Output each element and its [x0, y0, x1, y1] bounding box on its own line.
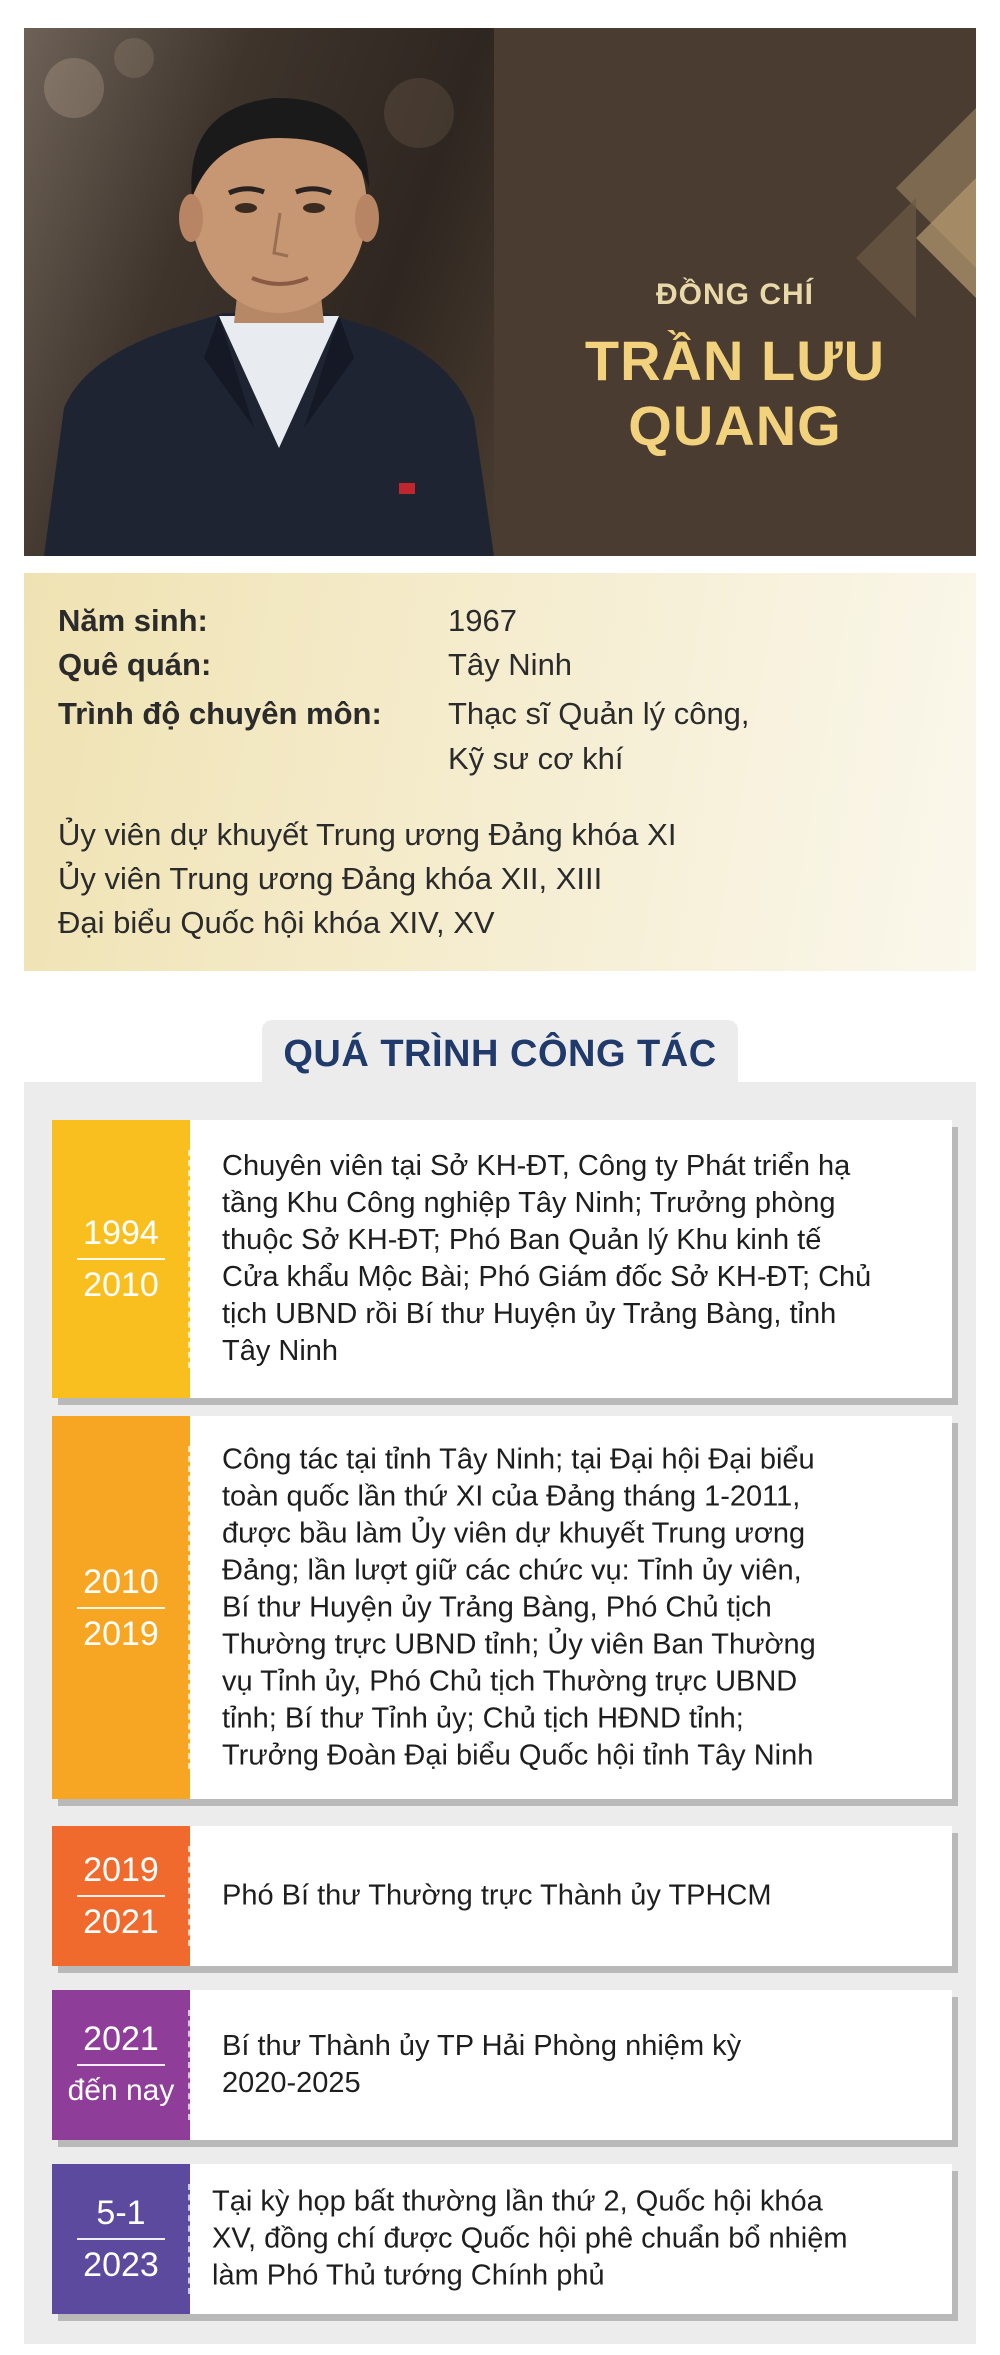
dashed-divider: [188, 1846, 190, 1946]
year-end: 2019: [83, 1614, 159, 1653]
timeline-description: [212, 2184, 926, 2295]
position-line: Ủy viên dự khuyết Trung ương Đảng khóa XI: [58, 817, 677, 852]
year-start: 5-1: [96, 2194, 146, 2232]
decorative-triangles: [856, 108, 976, 348]
desc-line: Bí thư Thành ủy TP Hải Phòng nhiệm kỳ: [222, 2030, 742, 2062]
timeline-year-block: [52, 1990, 190, 2140]
desc-line: Trưởng Đoàn Đại biểu Quốc hội tỉnh Tây Ninh: [222, 1739, 814, 1771]
desc-line: được bầu làm Ủy viên dự khuyết Trung ương: [222, 1517, 806, 1549]
desc-line: Tại kỳ họp bất thường lần thứ 2, Quốc hội khóa: [212, 2185, 823, 2218]
person-name: TRẦN LƯU QUANG: [584, 329, 886, 457]
year-divider: [77, 2064, 165, 2066]
desc-line: làm Phó Thủ tướng Chính phủ: [212, 2259, 605, 2292]
desc-line: toàn quốc lần thứ XI của Đảng tháng 1-2011,: [222, 1480, 801, 1512]
year-divider: [77, 1895, 165, 1897]
desc-line: thuộc Sở KH-ĐT; Phó Ban Quản lý Khu kinh tế: [222, 1224, 822, 1256]
timeline-description: [222, 1441, 926, 1774]
profile-info-panel: [24, 573, 976, 971]
desc-line: Bí thư Huyện ủy Trảng Bàng, Phó Chủ tịch: [222, 1591, 772, 1623]
timeline-description: [222, 2028, 926, 2102]
desc-line: tỉnh; Bí thư Tỉnh ủy; Chủ tịch HĐND tỉnh;: [222, 1702, 744, 1734]
year-divider: [77, 1607, 165, 1609]
desc-line: Chuyên viên tại Sở KH-ĐT, Công ty Phát triển hạ: [222, 1150, 851, 1182]
dashed-divider: [188, 1446, 190, 1769]
timeline-entry: [52, 1990, 952, 2140]
desc-line: tầng Khu Công nghiệp Tây Ninh; Trưởng phòng: [222, 1187, 836, 1219]
desc-line: vụ Tỉnh ủy, Phó Chủ tịch Thường trực UBND: [222, 1665, 798, 1697]
year-end: 2010: [83, 1266, 159, 1304]
timeline-entry: [52, 1826, 952, 1966]
position-line: Đại biểu Quốc hội khóa XIV, XV: [58, 905, 495, 940]
year-end: 2023: [83, 2246, 159, 2284]
timeline-year-block: [52, 1120, 190, 1398]
desc-line: Cửa khẩu Mộc Bài; Phó Giám đốc Sở KH-ĐT; Chủ: [222, 1261, 872, 1293]
education-value-2: Kỹ sư cơ khí: [448, 741, 624, 776]
dashed-divider: [188, 2010, 190, 2120]
birth-year-label: Năm sinh:: [58, 603, 208, 638]
desc-line: Đảng; lần lượt giữ các chức vụ: Tỉnh ủy viên,: [222, 1554, 802, 1586]
desc-line: Thường trực UBND tỉnh; Ủy viên Ban Thường: [222, 1628, 816, 1660]
year-start: 2010: [83, 1562, 159, 1601]
year-divider: [77, 1258, 165, 1260]
hometown-label: Quê quán:: [58, 647, 212, 682]
timeline-year-block: [52, 2164, 190, 2314]
year-end: 2021: [83, 1903, 159, 1941]
dashed-divider: [188, 1150, 190, 1368]
education-value-1: Thạc sĩ Quản lý công,: [448, 696, 750, 731]
desc-line: Tây Ninh: [222, 1335, 339, 1367]
year-divider: [77, 2238, 165, 2240]
hometown-value: Tây Ninh: [448, 647, 573, 682]
timeline-year-block: [52, 1416, 190, 1799]
desc-line: Phó Bí thư Thường trực Thành ủy TPHCM: [222, 1879, 772, 1912]
dashed-divider: [188, 2184, 190, 2294]
education-label: Trình độ chuyên môn:: [58, 696, 382, 731]
header-banner: [24, 28, 976, 556]
year-end: đến nay: [67, 2074, 175, 2107]
birth-year-value: 1967: [448, 603, 517, 638]
position-line: Ủy viên Trung ương Đảng khóa XII, XIII: [58, 861, 603, 896]
desc-line: XV, đồng chí được Quốc hội phê chuẩn bổ nhiệm: [212, 2222, 848, 2255]
desc-line: Công tác tại tỉnh Tây Ninh; tại Đại hội Đại biểu: [222, 1443, 815, 1475]
timeline-year-block: [52, 1826, 190, 1966]
desc-line: 2020-2025: [222, 2067, 361, 2099]
year-start: 1994: [83, 1214, 159, 1252]
portrait-photo: [24, 28, 494, 556]
timeline-entry: [52, 2164, 952, 2314]
portrait-figure: [24, 28, 494, 556]
timeline-entry: [52, 1120, 952, 1398]
year-start: 2021: [83, 2020, 159, 2058]
timeline-description: [222, 1148, 926, 1370]
year-start: 2019: [83, 1851, 159, 1889]
section-title: QUÁ TRÌNH CÔNG TÁC: [262, 1020, 738, 1088]
desc-line: tịch UBND rồi Bí thư Huyện ủy Trảng Bàng, tỉnh: [222, 1298, 837, 1330]
timeline-description: [222, 1878, 926, 1915]
timeline-entry: [52, 1416, 952, 1799]
title-prefix: ĐỒNG CHÍ: [656, 278, 814, 311]
